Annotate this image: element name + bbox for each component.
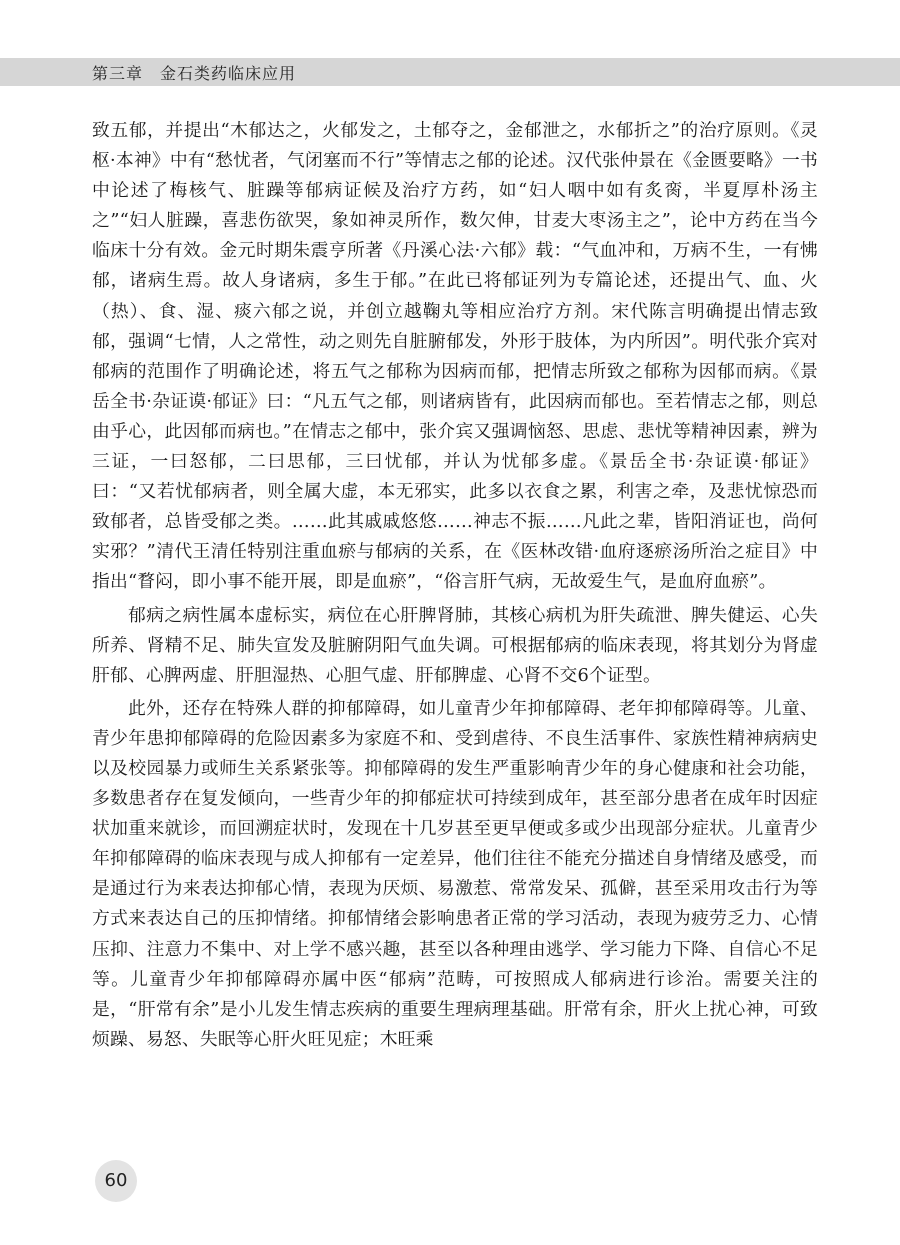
chapter-title: 第三章 金石类药临床应用 — [92, 64, 297, 83]
page-number: 60 — [104, 1170, 128, 1191]
paragraph-2: 郁病之病性属本虚标实，病位在心肝脾肾肺，其核心病机为肝失疏泄、脾失健运、心失所养、肾精不足、肺失宣发及脏腑阴阳气血失调。可根据郁病的临床表现，将其划分为肾虚肝郁、心脾两虚、肝胆湿热、心胆气虚、肝郁脾虚、心肾不交6个证型。 — [92, 604, 818, 686]
paragraph-1: 致五郁，并提出“木郁达之，火郁发之，土郁夺之，金郁泄之，水郁折之”的治疗原则。《灵枢·本神》中有“愁忧者，气闭塞而不行”等情志之郁的论述。汉代张仲景在《金匮要略》一书中论述了梅核气、脏躁等郁病证候及治疗方药，如“妇人咽中如有炙脔，半夏厚朴汤主之”“妇人脏躁，喜悲伤欲哭，象如神灵所作，数欠伸，甘麦大枣汤主之”，论中方药在当今临床十分有效。金元时期朱震亨所著《丹溪心法·六郁》载：“气血冲和，万病不生，一有怫郁，诸病生焉。故人身诸病，多生于郁。”在此已将郁证列为专篇论述，还提出气、血、火（热）、食、湿、痰六郁之说，并创立越鞠丸等相应治疗方剂。宋代陈言明确提出情志致郁，强调“七情，人之常性，动之则先自脏腑郁发，外形于肢体，为内所因”。明代张介宾对郁病的范围作了明确论述，将五气之郁称为因病而郁，把情志所致之郁称为因郁而病。《景岳全书·杂证谟·郁证》曰：“凡五气之郁，则诸病皆有，此因病而郁也。至若情志之郁，则总由乎心，此因郁而病也。”在情志之郁中，张介宾又强调恼怒、思虑、悲忧等精神因素，辨为三证，一曰怒郁，二曰思郁，三曰忧郁，并认为忧郁多虚。《景岳全书·杂证谟·郁证》曰：“又若忧郁病者，则全属大虚，本无邪实，此多以衣食之累，利害之牵，及悲忧惊恐而致郁者，总皆受郁之类。……此其戚戚悠悠……神志不振……凡此之辈，皆阳消证也，尚何实邪？”清代王清任特别注重血瘀与郁病的关系，在《医林改错·血府逐瘀汤所治之症目》中指出“瞀闷，即小事不能开展，即是血瘀”，“俗言肝气病，无故爱生气，是血府血瘀”。 — [92, 120, 818, 593]
body-text — [92, 116, 818, 1055]
paragraph-3: 此外，还存在特殊人群的抑郁障碍，如儿童青少年抑郁障碍、老年抑郁障碍等。儿童、青少年患抑郁障碍的危险因素多为家庭不和、受到虐待、不良生活事件、家族性精神病病史以及校园暴力或师生关系紧张等。抑郁障碍的发生严重影响青少年的身心健康和社会功能，多数患者存在复发倾向，一些青少年的抑郁症状可持续到成年，甚至部分患者在成年时因症状加重来就诊，而回溯症状时，发现在十几岁甚至更早便或多或少出现部分症状。儿童青少年抑郁障碍的临床表现与成人抑郁有一定差异，他们往往不能充分描述自身情绪及感受，而是通过行为来表达抑郁心情，表现为厌烦、易激惹、常常发呆、孤僻，甚至采用攻击行为等方式来表达自己的压抑情绪。抑郁情绪会影响患者正常的学习活动，表现为疲劳乏力、心情压抑、注意力不集中、对上学不感兴趣，甚至以各种理由逃学、学习能力下降、自信心不足等。儿童青少年抑郁障碍亦属中医“郁病”范畴，可按照成人郁病进行诊治。需要关注的是，“肝常有余”是小儿发生情志疾病的重要生理病理基础。肝常有余，肝火上扰心神，可致烦躁、易怒、失眠等心肝火旺见症；木旺乘 — [92, 697, 818, 1050]
